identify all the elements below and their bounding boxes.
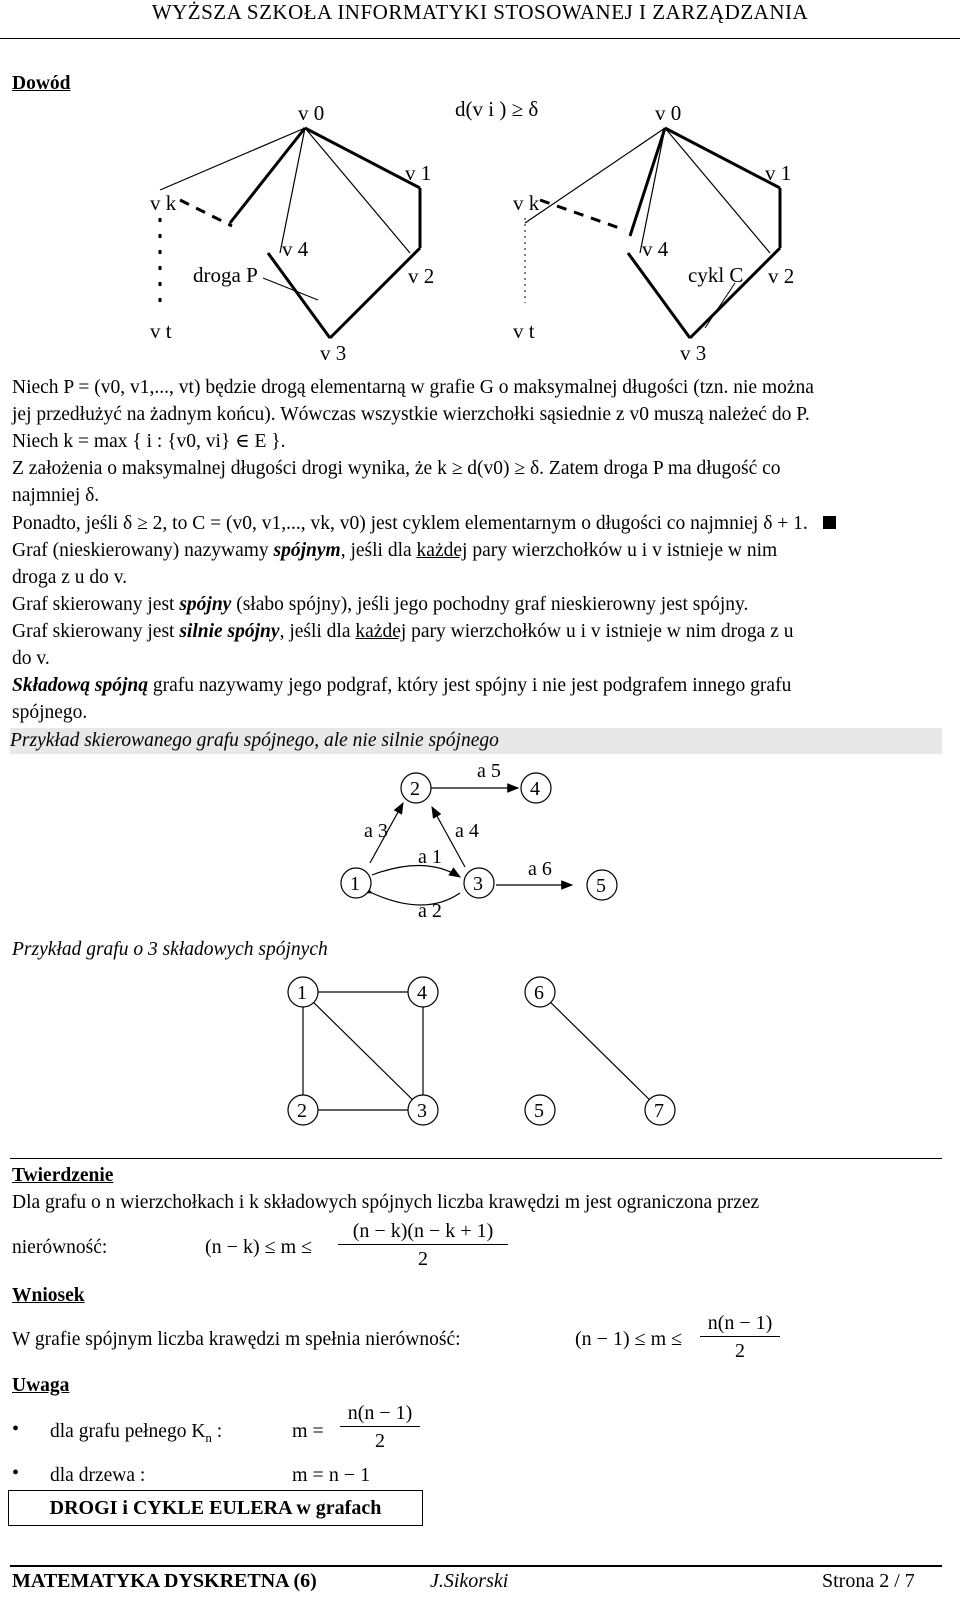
corollary-numerator: n(n − 1) (700, 1310, 780, 1337)
text-line-10 (12, 618, 793, 645)
fig2-v0: v 0 (655, 101, 682, 125)
t10a: Graf skierowany jest (12, 621, 180, 642)
undirected-graph (0, 975, 960, 1135)
t10e: pary wierzchołków u i v istnieje w nim droga z u (406, 621, 794, 642)
fig1-vk: v k (150, 191, 177, 215)
proof-diagrams (0, 88, 960, 378)
fig1-v1: v 1 (405, 161, 432, 185)
directed-graph (0, 755, 960, 935)
b1-sub: n (205, 1429, 212, 1445)
ex1-node-1: 1 (350, 873, 360, 895)
ex2-node-7: 7 (654, 1100, 664, 1122)
text-line-1: Niech P = (v0, v1,..., vt) będzie drogą elementarną w grafie G o maksymalnej długości (tzn. nie można (12, 377, 814, 398)
term-component: Składową spójną (12, 675, 148, 696)
fig2-v2: v 2 (768, 264, 795, 288)
theorem-fraction (338, 1218, 508, 1273)
term-weakly-connected: spójny (179, 594, 232, 615)
bullet-icon: • (12, 1462, 20, 1484)
corollary-fraction (700, 1310, 780, 1365)
t10c: , jeśli dla (279, 621, 356, 642)
t7a: Graf (nieskierowany) nazywamy (12, 540, 274, 561)
footer-rule (10, 1565, 942, 1567)
theorem-label: nierówność: (12, 1237, 108, 1258)
bullet-tree: dla drzewa : (50, 1465, 146, 1486)
corollary-denominator: 2 (735, 1340, 745, 1362)
edge-a3: a 3 (364, 820, 388, 842)
t9a: Graf skierowany jest (12, 594, 180, 615)
theorem-lhs: (n − k) ≤ m ≤ (205, 1236, 313, 1258)
text-line-3: Niech k = max { i : {v0, vi} ∈ E }. (12, 431, 286, 452)
fig2-v1: v 1 (765, 161, 792, 185)
edge-a2: a 2 (418, 900, 442, 922)
text-line-9 (12, 591, 748, 618)
b1-numerator: n(n − 1) (340, 1400, 420, 1427)
path-label: droga P (193, 263, 258, 287)
fig2-vk: v k (513, 191, 540, 215)
ex1-node-4: 4 (530, 778, 540, 800)
theorem-line: Dla grafu o n wierzchołkach i k składowych spójnych liczba krawędzi m jest ograniczona przez (12, 1192, 760, 1213)
fig1-v2: v 2 (408, 264, 435, 288)
bullet-icon: • (12, 1418, 20, 1440)
ex1-node-2: 2 (410, 778, 420, 800)
tree-equation: m = n − 1 (292, 1464, 371, 1486)
edge-a6: a 6 (528, 858, 552, 880)
text-line-12 (12, 672, 791, 699)
complete-graph-fraction (340, 1400, 420, 1455)
note-heading: Uwaga (12, 1375, 70, 1396)
ex2-node-5: 5 (534, 1100, 544, 1122)
ex2-node-6: 6 (534, 982, 544, 1004)
example1-caption: Przykład skierowanego grafu spójnego, ale nie silnie spójnego (10, 728, 942, 754)
edge-a4: a 4 (455, 820, 479, 842)
section-title-box: DROGI i CYKLE EULERA w grafach (8, 1490, 423, 1526)
ex2-node-1: 1 (297, 982, 307, 1004)
theorem-numerator: (n − k)(n − k + 1) (338, 1218, 508, 1245)
ex2-node-2: 2 (297, 1100, 307, 1122)
corollary-lhs: (n − 1) ≤ m ≤ (575, 1328, 683, 1350)
page-header: WYŻSZA SZKOŁA INFORMATYKI STOSOWANEJ I ZARZĄDZANIA (151, 0, 809, 24)
fig1-vt: v t (150, 319, 172, 343)
ex2-node-4: 4 (417, 982, 427, 1004)
corollary-heading: Wniosek (12, 1285, 85, 1306)
degree-condition: d(v i ) ≥ δ (455, 97, 539, 121)
footer-left: MATEMATYKA DYSKRETNA (6) (12, 1570, 317, 1592)
cycle-figure (513, 101, 794, 365)
footer-right: Strona 2 / 7 (822, 1570, 915, 1592)
section-rule (10, 1158, 942, 1159)
text-line-8: droga z u do v. (12, 567, 128, 588)
path-figure (150, 101, 434, 365)
text-line-6 (12, 510, 836, 537)
term-strongly-connected: silnie spójny (179, 621, 280, 642)
edge-a5: a 5 (477, 760, 501, 782)
text-line-13: spójnego. (12, 702, 88, 723)
fig1-v3: v 3 (320, 341, 347, 365)
footer-center: J.Sikorski (430, 1570, 509, 1592)
t9c: (słabo spójny), jeśli jego pochodny graf nieskierowny jest spójny. (231, 594, 749, 615)
term-connected: spójnym (273, 540, 341, 561)
text-line-4: Z założenia o maksymalnej długości drogi wynika, że k ≥ d(v0) ≥ δ. Zatem droga P ma długość co (12, 458, 781, 479)
fig1-v0: v 0 (298, 101, 325, 125)
t7c: , jeśli dla (340, 540, 417, 561)
corollary-line: W grafie spójnym liczba krawędzi m spełnia nierówność: (12, 1329, 461, 1350)
t10d: każdej (355, 621, 407, 642)
t12b: grafu nazywamy jego podgraf, który jest spójny i nie jest podgrafem innego grafu (148, 675, 792, 696)
b1-colon: : (211, 1421, 223, 1442)
ex2-node-3: 3 (417, 1100, 427, 1122)
ex1-node-3: 3 (473, 873, 483, 895)
fig2-vt: v t (513, 319, 535, 343)
text-line-11: do v. (12, 648, 50, 669)
proof-heading: Dowód (12, 73, 71, 94)
text-line-5: najmniej δ. (12, 485, 100, 506)
text-line-7 (12, 537, 777, 564)
t7e: pary wierzchołków u i v istnieje w nim (467, 540, 778, 561)
b1-lhs: m = (292, 1420, 324, 1442)
theorem-denominator: 2 (418, 1248, 428, 1270)
ex1-node-5: 5 (596, 875, 606, 897)
theorem-heading: Twierdzenie (12, 1165, 114, 1186)
header-rule (0, 38, 960, 39)
b1-denominator: 2 (375, 1430, 385, 1452)
t7d: każdej (416, 540, 468, 561)
fig2-v3: v 3 (680, 341, 707, 365)
edge-a1: a 1 (418, 846, 442, 868)
example2-caption: Przykład grafu o 3 składowych spójnych (12, 939, 328, 960)
fig2-v4: v 4 (642, 237, 669, 261)
text-line-6-content: Ponadto, jeśli δ ≥ 2, to C = (v0, v1,..., vk, v0) jest cyklem elementarnym o długości co najmniej δ + 1. (12, 513, 808, 534)
end-of-proof-icon (823, 516, 836, 529)
b1-text: dla grafu pełnego K (50, 1421, 206, 1442)
bullet-complete-graph (50, 1418, 222, 1451)
fig1-v4: v 4 (282, 237, 309, 261)
cycle-label: cykl C (688, 263, 744, 287)
text-line-2: jej przedłużyć na żadnym końcu). Wówczas wszystkie wierzchołki sąsiednie z v0 muszą należeć do P. (12, 404, 810, 425)
